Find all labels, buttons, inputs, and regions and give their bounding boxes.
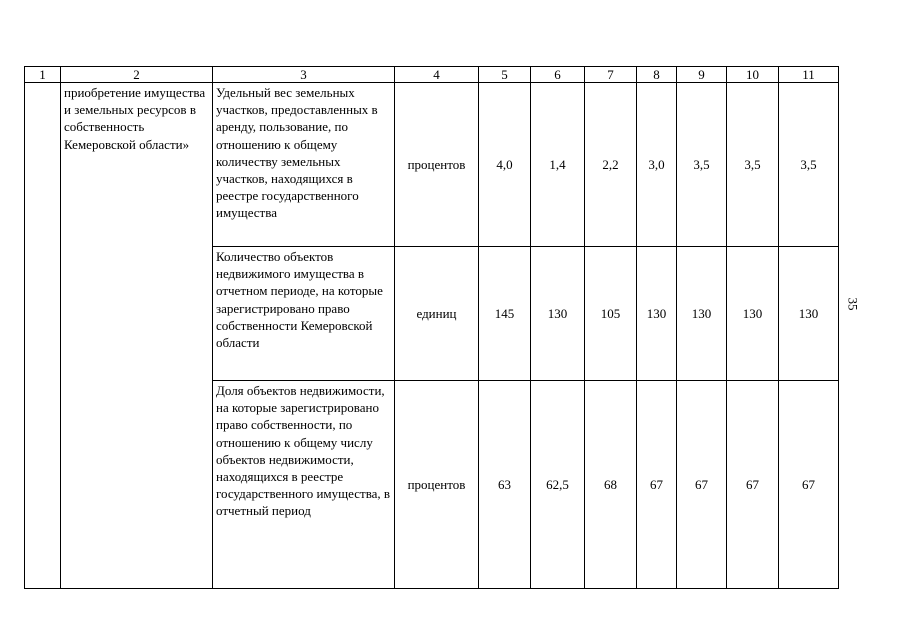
indicator-cell: Количество объектов недвижимого имущества в отчетном периоде, на которые зарегистрировано право собственности Кемеровской области: [213, 247, 395, 381]
value-cell: 68: [585, 381, 637, 589]
indicators-table: [24, 66, 839, 589]
value-cell: 130: [727, 247, 779, 381]
table-row: [25, 83, 839, 247]
header-cell: 11: [779, 67, 839, 83]
value-cell: 63: [479, 381, 531, 589]
value-cell: 130: [677, 247, 727, 381]
value-cell: 67: [637, 381, 677, 589]
header-row: [25, 67, 839, 83]
value-cell: 130: [779, 247, 839, 381]
header-cell: 6: [531, 67, 585, 83]
header-cell: 9: [677, 67, 727, 83]
program-name-cell: приобретение имущества и земельных ресурсов в собственность Кемеровской области»: [61, 83, 213, 589]
header-cell: 8: [637, 67, 677, 83]
value-cell: 4,0: [479, 83, 531, 247]
indicator-cell: Удельный вес земельных участков, предоставленных в аренду, пользование, по отношению к общему количеству земельных участков, находящихся в реестре государственного имущества: [213, 83, 395, 247]
value-cell: 105: [585, 247, 637, 381]
indicator-cell: Доля объектов недвижимости, на которые зарегистрировано право собственности, по отношению к общему числу объектов недвижимости, находящихся в реестре государственного имущества, в отчетный период: [213, 381, 395, 589]
value-cell: 3,5: [727, 83, 779, 247]
value-cell: 62,5: [531, 381, 585, 589]
value-cell: 130: [637, 247, 677, 381]
value-cell: 67: [677, 381, 727, 589]
header-cell: 2: [61, 67, 213, 83]
value-cell: 3,5: [779, 83, 839, 247]
header-cell: 7: [585, 67, 637, 83]
unit-cell: процентов: [395, 83, 479, 247]
value-cell: 2,2: [585, 83, 637, 247]
empty-number-cell: [25, 83, 61, 589]
header-cell: 5: [479, 67, 531, 83]
page-number: 35: [845, 297, 861, 311]
value-cell: 3,0: [637, 83, 677, 247]
header-cell: 4: [395, 67, 479, 83]
value-cell: 67: [727, 381, 779, 589]
header-cell: 10: [727, 67, 779, 83]
value-cell: 145: [479, 247, 531, 381]
value-cell: 3,5: [677, 83, 727, 247]
header-cell: 3: [213, 67, 395, 83]
header-cell: 1: [25, 67, 61, 83]
value-cell: 67: [779, 381, 839, 589]
value-cell: 1,4: [531, 83, 585, 247]
unit-cell: единиц: [395, 247, 479, 381]
unit-cell: процентов: [395, 381, 479, 589]
value-cell: 130: [531, 247, 585, 381]
